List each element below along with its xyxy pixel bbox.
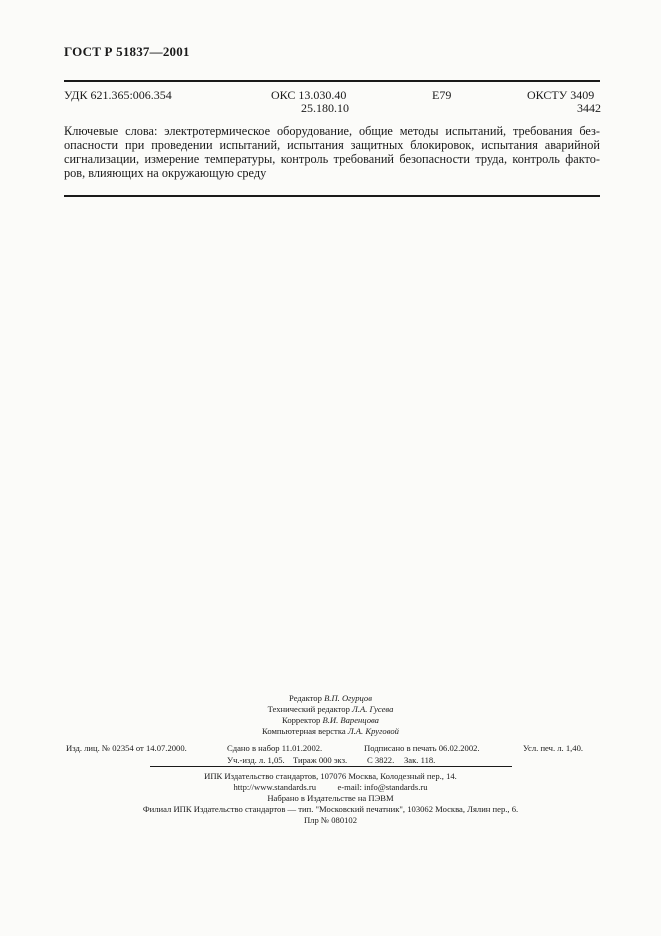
- tech-editor-credit: [0, 704, 661, 715]
- publisher-address: ИПК Издательство стандартов, 107076 Москва, Колодезный пер., 14.: [204, 771, 457, 781]
- layout-credit: [0, 726, 661, 737]
- layout-label: Компьютерная верстка: [262, 726, 346, 736]
- corrector-name: В.И. Варенцова: [322, 715, 379, 725]
- oks-code: ОКС 13.030.40: [271, 88, 347, 102]
- footer-divider: [150, 766, 512, 767]
- corrector-credit: [0, 715, 661, 726]
- publisher-contacts: http://www.standards.ru e-mail: info@standards.ru: [233, 782, 428, 792]
- layout-name: Л.А. Круговой: [347, 726, 399, 736]
- order-number: Зак. 118.: [404, 755, 436, 765]
- udk-code: УДК 621.365:006.354: [64, 88, 172, 102]
- e-code: Е79: [432, 88, 452, 102]
- typeset-date: Сдано в набор 11.01.2002.: [227, 743, 323, 753]
- keywords-line: сигнализации, измерение температуры, контроль требований безопасности труда, контроль факто-: [64, 152, 600, 166]
- keywords-line: ров, влияющих на окружающую среду: [64, 166, 267, 180]
- okstu-code: ОКСТУ 3409: [527, 88, 595, 102]
- keywords-line: опасности при проведении испытаний, испытания защитных блокировок, испытания аварийной: [64, 138, 600, 152]
- standard-number: ГОСТ Р 51837—2001: [64, 44, 190, 59]
- top-divider: [64, 80, 600, 82]
- editor-name: В.П. Огурцов: [324, 693, 372, 703]
- tech-editor-name: Л.А. Гусева: [352, 704, 394, 714]
- edu-sheets: Уч.-изд. л. 1,05.: [227, 755, 285, 765]
- c-number: С 3822.: [367, 755, 395, 765]
- okstu-code-secondary: 3442: [577, 101, 601, 115]
- editor-label: Редактор: [289, 693, 322, 703]
- branch-address: Филиал ИПК Издательство стандартов — тип. "Московский печатник", 103062 Москва, Лялин пер., 6.: [142, 804, 519, 814]
- editor-credit: [0, 693, 661, 704]
- corrector-label: Корректор: [282, 715, 321, 725]
- keywords-divider: [64, 195, 600, 197]
- oks-code-secondary: 25.180.10: [301, 101, 349, 115]
- print-sheets: Усл. печ. л. 1,40.: [523, 743, 584, 753]
- license-info: Изд. лиц. № 02354 от 14.07.2000.: [66, 743, 187, 753]
- tech-editor-label: Технический редактор: [267, 704, 350, 714]
- circulation: Тираж 000 экз.: [293, 755, 348, 765]
- typeset-note: Набрано в Издательстве на ПЭВМ: [267, 793, 394, 803]
- keywords-line: Ключевые слова: электротермическое оборудование, общие методы испытаний, требования без-: [64, 124, 600, 138]
- plr-number: Плр № 080102: [303, 815, 358, 825]
- signed-date: Подписано в печать 06.02.2002.: [364, 743, 480, 753]
- keywords-paragraph: [64, 124, 600, 180]
